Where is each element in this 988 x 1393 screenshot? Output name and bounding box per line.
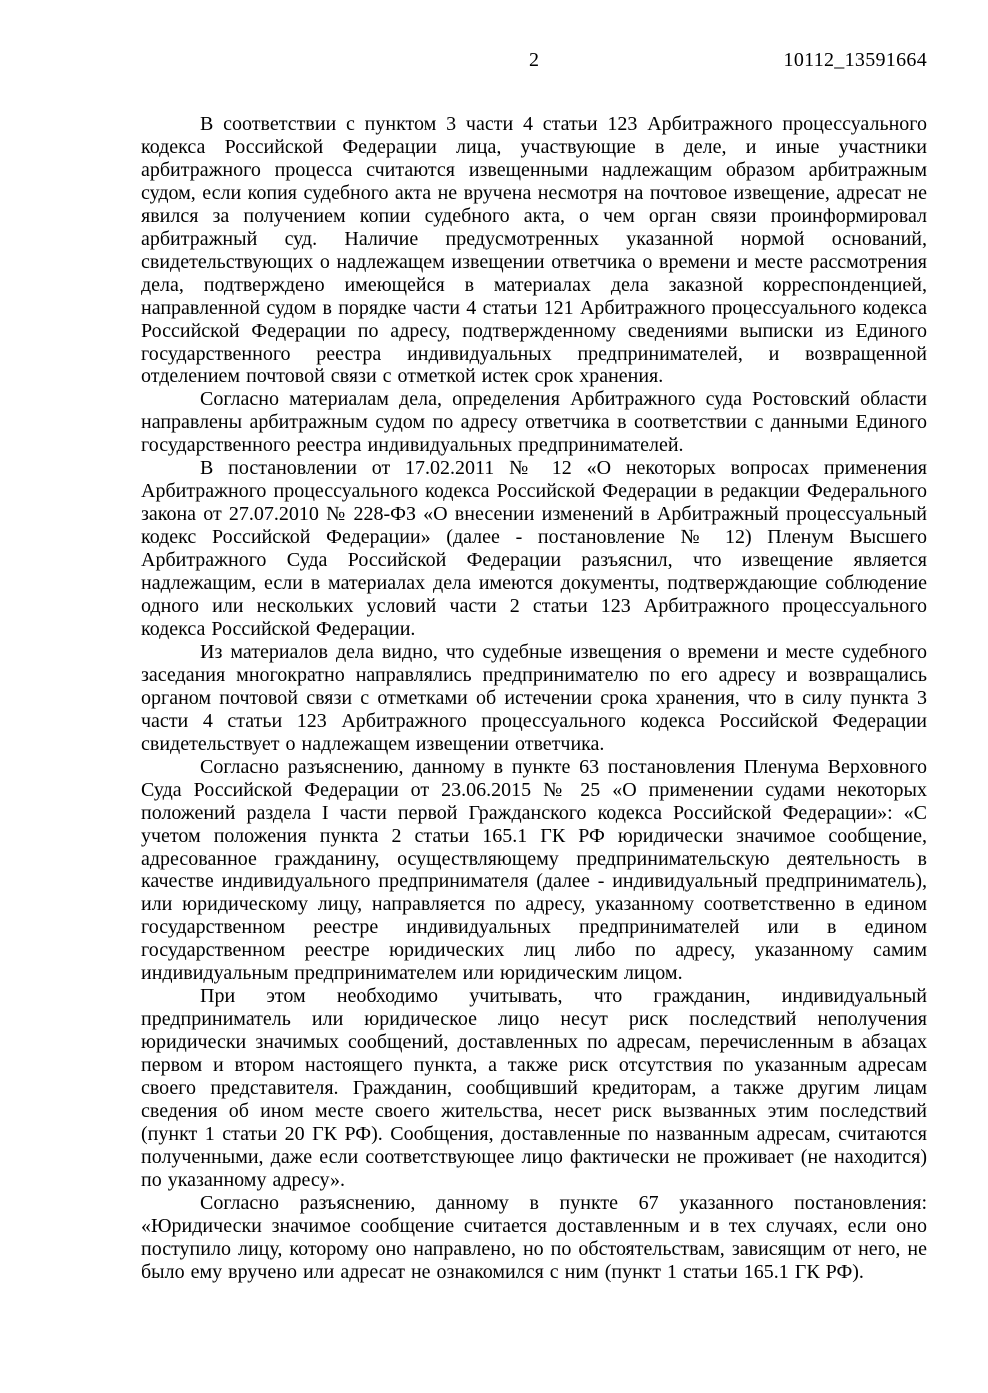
page-header bbox=[141, 49, 927, 72]
page-number: 2 bbox=[529, 49, 539, 71]
paragraph-3: В постановлении от 17.02.2011 № 12 «О некоторых вопросах применения Арбитражного процессуального кодекса Российской Федерации в редакции Федерального закона от 27.07.2010 № 228-ФЗ «О внесении изменений в Арбитражный процессуальный кодекс Российской Федерации» (далее - постановление № 12) Пленум Высшего Арбитражного Суда Российской Федерации разъяснил, что извещение является надлежащим, если в материалах дела имеются документы, подтверждающие соблюдение одного или нескольких условий части 2 статьи 123 Арбитражного процессуального кодекса Российской Федерации. bbox=[141, 457, 927, 640]
paragraph-2: Согласно материалам дела, определения Арбитражного суда Ростовский области направлены арбитражным судом по адресу ответчика в соответствии с данными Единого государственного реестра индивидуальных предпринимателей. bbox=[141, 388, 927, 457]
paragraph-5: Согласно разъяснению, данному в пункте 63 постановления Пленума Верховного Суда Российской Федерации от 23.06.2015 № 25 «О применении судами некоторых положений раздела I части первой Гражданского кодекса Российской Федерации»: «С учетом положения пункта 2 статьи 165.1 ГК РФ юридически значимое сообщение, адресованное гражданину, осуществляющему предпринимательскую деятельность в качестве индивидуального предпринимателя (далее - индивидуальный предприниматель), или юридическому лицу, направляется по адресу, указанному соответственно в едином государственном реестре индивидуальных предпринимателей или в едином государственном реестре юридических лиц либо по адресу, указанному самим индивидуальным предпринимателем или юридическим лицом. bbox=[141, 755, 927, 985]
paragraph-4: Из материалов дела видно, что судебные извещения о времени и месте судебного заседания многократно направлялись предпринимателю по его адресу и возвращались органом почтовой связи с отметками об истечении срока хранения, что в силу пункта 3 части 4 статьи 123 Арбитражного процессуального кодекса Российской Федерации свидетельствует о надлежащем извещении ответчика. bbox=[141, 640, 927, 755]
document-body bbox=[141, 113, 927, 1284]
document-id: 10112_13591664 bbox=[783, 49, 927, 71]
paragraph-1: В соответствии с пунктом 3 части 4 статьи 123 Арбитражного процессуального кодекса Российской Федерации лица, участвующие в деле, и иные участники арбитражного процесса считаются извещенными надлежащим образом арбитражным судом, если копия судебного акта не вручена несмотря на почтовое извещение, адресат не явился за получением копии судебного акта, о чем орган связи проинформировал арбитражный суд. Наличие предусмотренных указанной нормой оснований, свидетельствующих о надлежащем извещении ответчика о времени и месте рассмотрения дела, подтверждено имеющейся в материалах дела заказной корреспонденцией, направленной судом в порядке части 4 статьи 121 Арбитражного процессуального кодекса Российской Федерации по адресу, подтвержденному сведениями выписки из Единого государственного реестра индивидуальных предпринимателей, и возвращенной отделением почтовой связи с отметкой истек срок хранения. bbox=[141, 113, 927, 388]
paragraph-7: Согласно разъяснению, данному в пункте 67 указанного постановления: «Юридически значимое сообщение считается доставленным и в тех случаях, если оно поступило лицу, которому оно направлено, но по обстоятельствам, зависящим от него, не было ему вручено или адресат не ознакомился с ним (пункт 1 статьи 165.1 ГК РФ). bbox=[141, 1191, 927, 1283]
paragraph-6: При этом необходимо учитывать, что гражданин, индивидуальный предприниматель или юридическое лицо несут риск последствий неполучения юридически значимых сообщений, доставленных по адресам, перечисленным в абзацах первом и втором настоящего пункта, а также риск отсутствия по указанным адресам своего представителя. Гражданин, сообщивший кредиторам, а также другим лицам сведения об ином месте своего жительства, несет риск вызванных этим последствий (пункт 1 статьи 20 ГК РФ). Сообщения, доставленные по названным адресам, считаются полученными, даже если соответствующее лицо фактически не проживает (не находится) по указанному адресу». bbox=[141, 985, 927, 1191]
